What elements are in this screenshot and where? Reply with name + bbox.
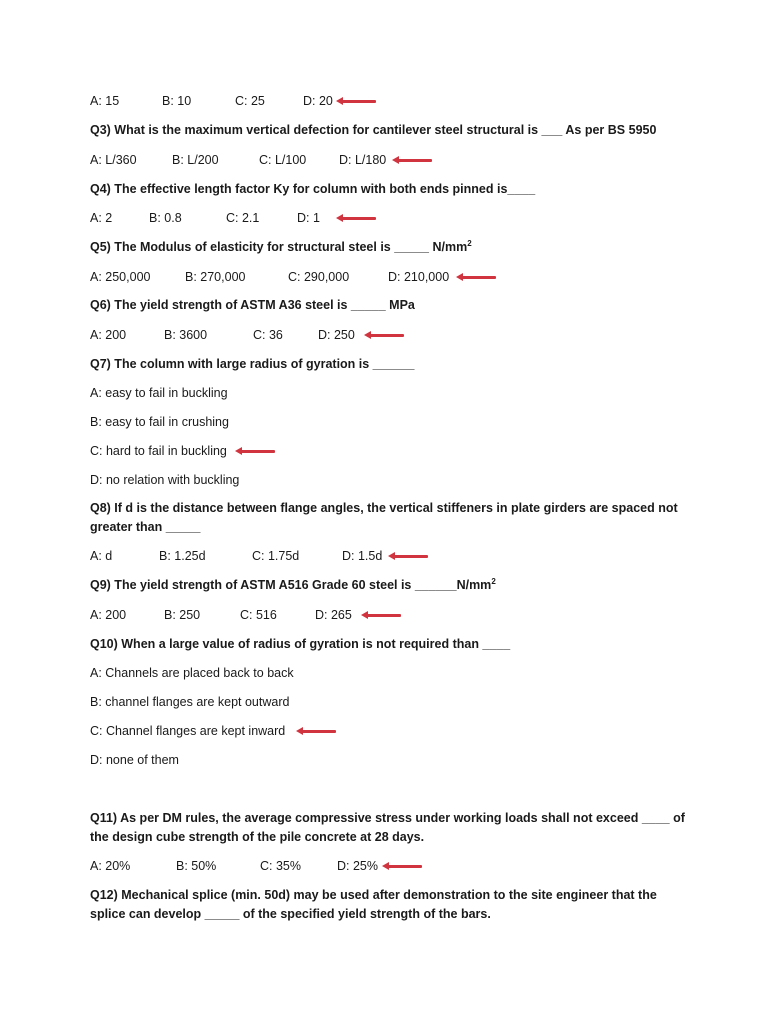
q6-question: Q6) The yield strength of ASTM A36 steel is _____ MPa	[90, 298, 415, 312]
q3-option-d: D: L/180	[339, 153, 387, 167]
q2-option-c: C: 25	[235, 94, 265, 108]
q5-option-c: C: 290,000	[288, 270, 350, 284]
q4-option-c: C: 2.1	[226, 211, 260, 225]
q6-option-c: C: 36	[253, 328, 283, 342]
q7-option-c: C: hard to fail in buckling	[90, 444, 227, 458]
q10-option-b: B: channel flanges are kept outward	[90, 695, 290, 709]
q11-option-b: B: 50%	[176, 859, 217, 873]
q4-question: Q4) The effective length factor Ky for column with both ends pinned is____	[90, 182, 536, 196]
answer-arrow-icon	[388, 865, 422, 868]
q12-question-line1: Q12) Mechanical splice (min. 50d) may be used after demonstration to the site engineer that the	[90, 888, 657, 902]
answer-arrow-icon	[241, 450, 275, 453]
q10-question: Q10) When a large value of radius of gyration is not required than ____	[90, 637, 511, 651]
q9-option-a: A: 200	[90, 608, 127, 622]
q4-option-d: D: 1	[297, 211, 320, 225]
q6-option-d: D: 250	[318, 328, 355, 342]
q8-option-d: D: 1.5d	[342, 549, 383, 563]
q9-question	[90, 576, 496, 595]
q5-option-b: B: 270,000	[185, 270, 246, 284]
q4-option-b: B: 0.8	[149, 211, 182, 225]
q10-option-d: D: none of them	[90, 753, 179, 767]
q3-option-a: A: L/360	[90, 153, 137, 167]
answer-arrow-icon	[342, 100, 376, 103]
q5-question-text: Q5) The Modulus of elasticity for structural steel is _____ N/mm	[90, 240, 468, 254]
q11-question-line2: the design cube strength of the pile concrete at 28 days.	[90, 830, 425, 844]
q9-superscript: 2	[491, 576, 496, 586]
q7-option-d: D: no relation with buckling	[90, 473, 240, 487]
q11-question-line1: Q11) As per DM rules, the average compressive stress under working loads shall not exceed ____ of	[90, 811, 685, 825]
answer-arrow-icon	[462, 276, 496, 279]
q2-option-a: A: 15	[90, 94, 120, 108]
q8-option-a: A: d	[90, 549, 113, 563]
q10-option-a: A: Channels are placed back to back	[90, 666, 294, 680]
q11-option-c: C: 35%	[260, 859, 301, 873]
answer-arrow-icon	[367, 614, 401, 617]
q3-option-b: B: L/200	[172, 153, 219, 167]
q2-option-b: B: 10	[162, 94, 192, 108]
q5-question	[90, 238, 472, 257]
q4-option-a: A: 2	[90, 211, 113, 225]
q9-option-d: D: 265	[315, 608, 352, 622]
q9-option-c: C: 516	[240, 608, 277, 622]
q10-option-c: C: Channel flanges are kept inward	[90, 724, 286, 738]
q8-question-line2: greater than _____	[90, 520, 201, 534]
q7-option-b: B: easy to fail in crushing	[90, 415, 229, 429]
q8-option-b: B: 1.25d	[159, 549, 206, 563]
q3-option-c: C: L/100	[259, 153, 307, 167]
q9-option-b: B: 250	[164, 608, 201, 622]
q3-question: Q3) What is the maximum vertical defection for cantilever steel structural is ___ As per BS 5950	[90, 123, 657, 137]
q8-option-c: C: 1.75d	[252, 549, 300, 563]
q7-option-a: A: easy to fail in buckling	[90, 386, 228, 400]
q5-superscript: 2	[467, 238, 472, 248]
answer-arrow-icon	[398, 159, 432, 162]
q2-option-d: D: 20	[303, 94, 333, 108]
q11-option-d: D: 25%	[337, 859, 378, 873]
q6-option-a: A: 200	[90, 328, 127, 342]
answer-arrow-icon	[302, 730, 336, 733]
q5-option-d: D: 210,000	[388, 270, 450, 284]
q12-question-line2: splice can develop _____ of the specified yield strength of the bars.	[90, 907, 491, 921]
q7-question: Q7) The column with large radius of gyration is ______	[90, 357, 415, 371]
answer-arrow-icon	[342, 217, 376, 220]
answer-arrow-icon	[394, 555, 428, 558]
q11-option-a: A: 20%	[90, 859, 131, 873]
q5-option-a: A: 250,000	[90, 270, 151, 284]
answer-arrow-icon	[370, 334, 404, 337]
q9-question-text: Q9) The yield strength of ASTM A516 Grade 60 steel is ______N/mm	[90, 578, 492, 592]
q8-question-line1: Q8) If d is the distance between flange angles, the vertical stiffeners in plate girders are spaced not	[90, 501, 678, 515]
q6-option-b: B: 3600	[164, 328, 208, 342]
